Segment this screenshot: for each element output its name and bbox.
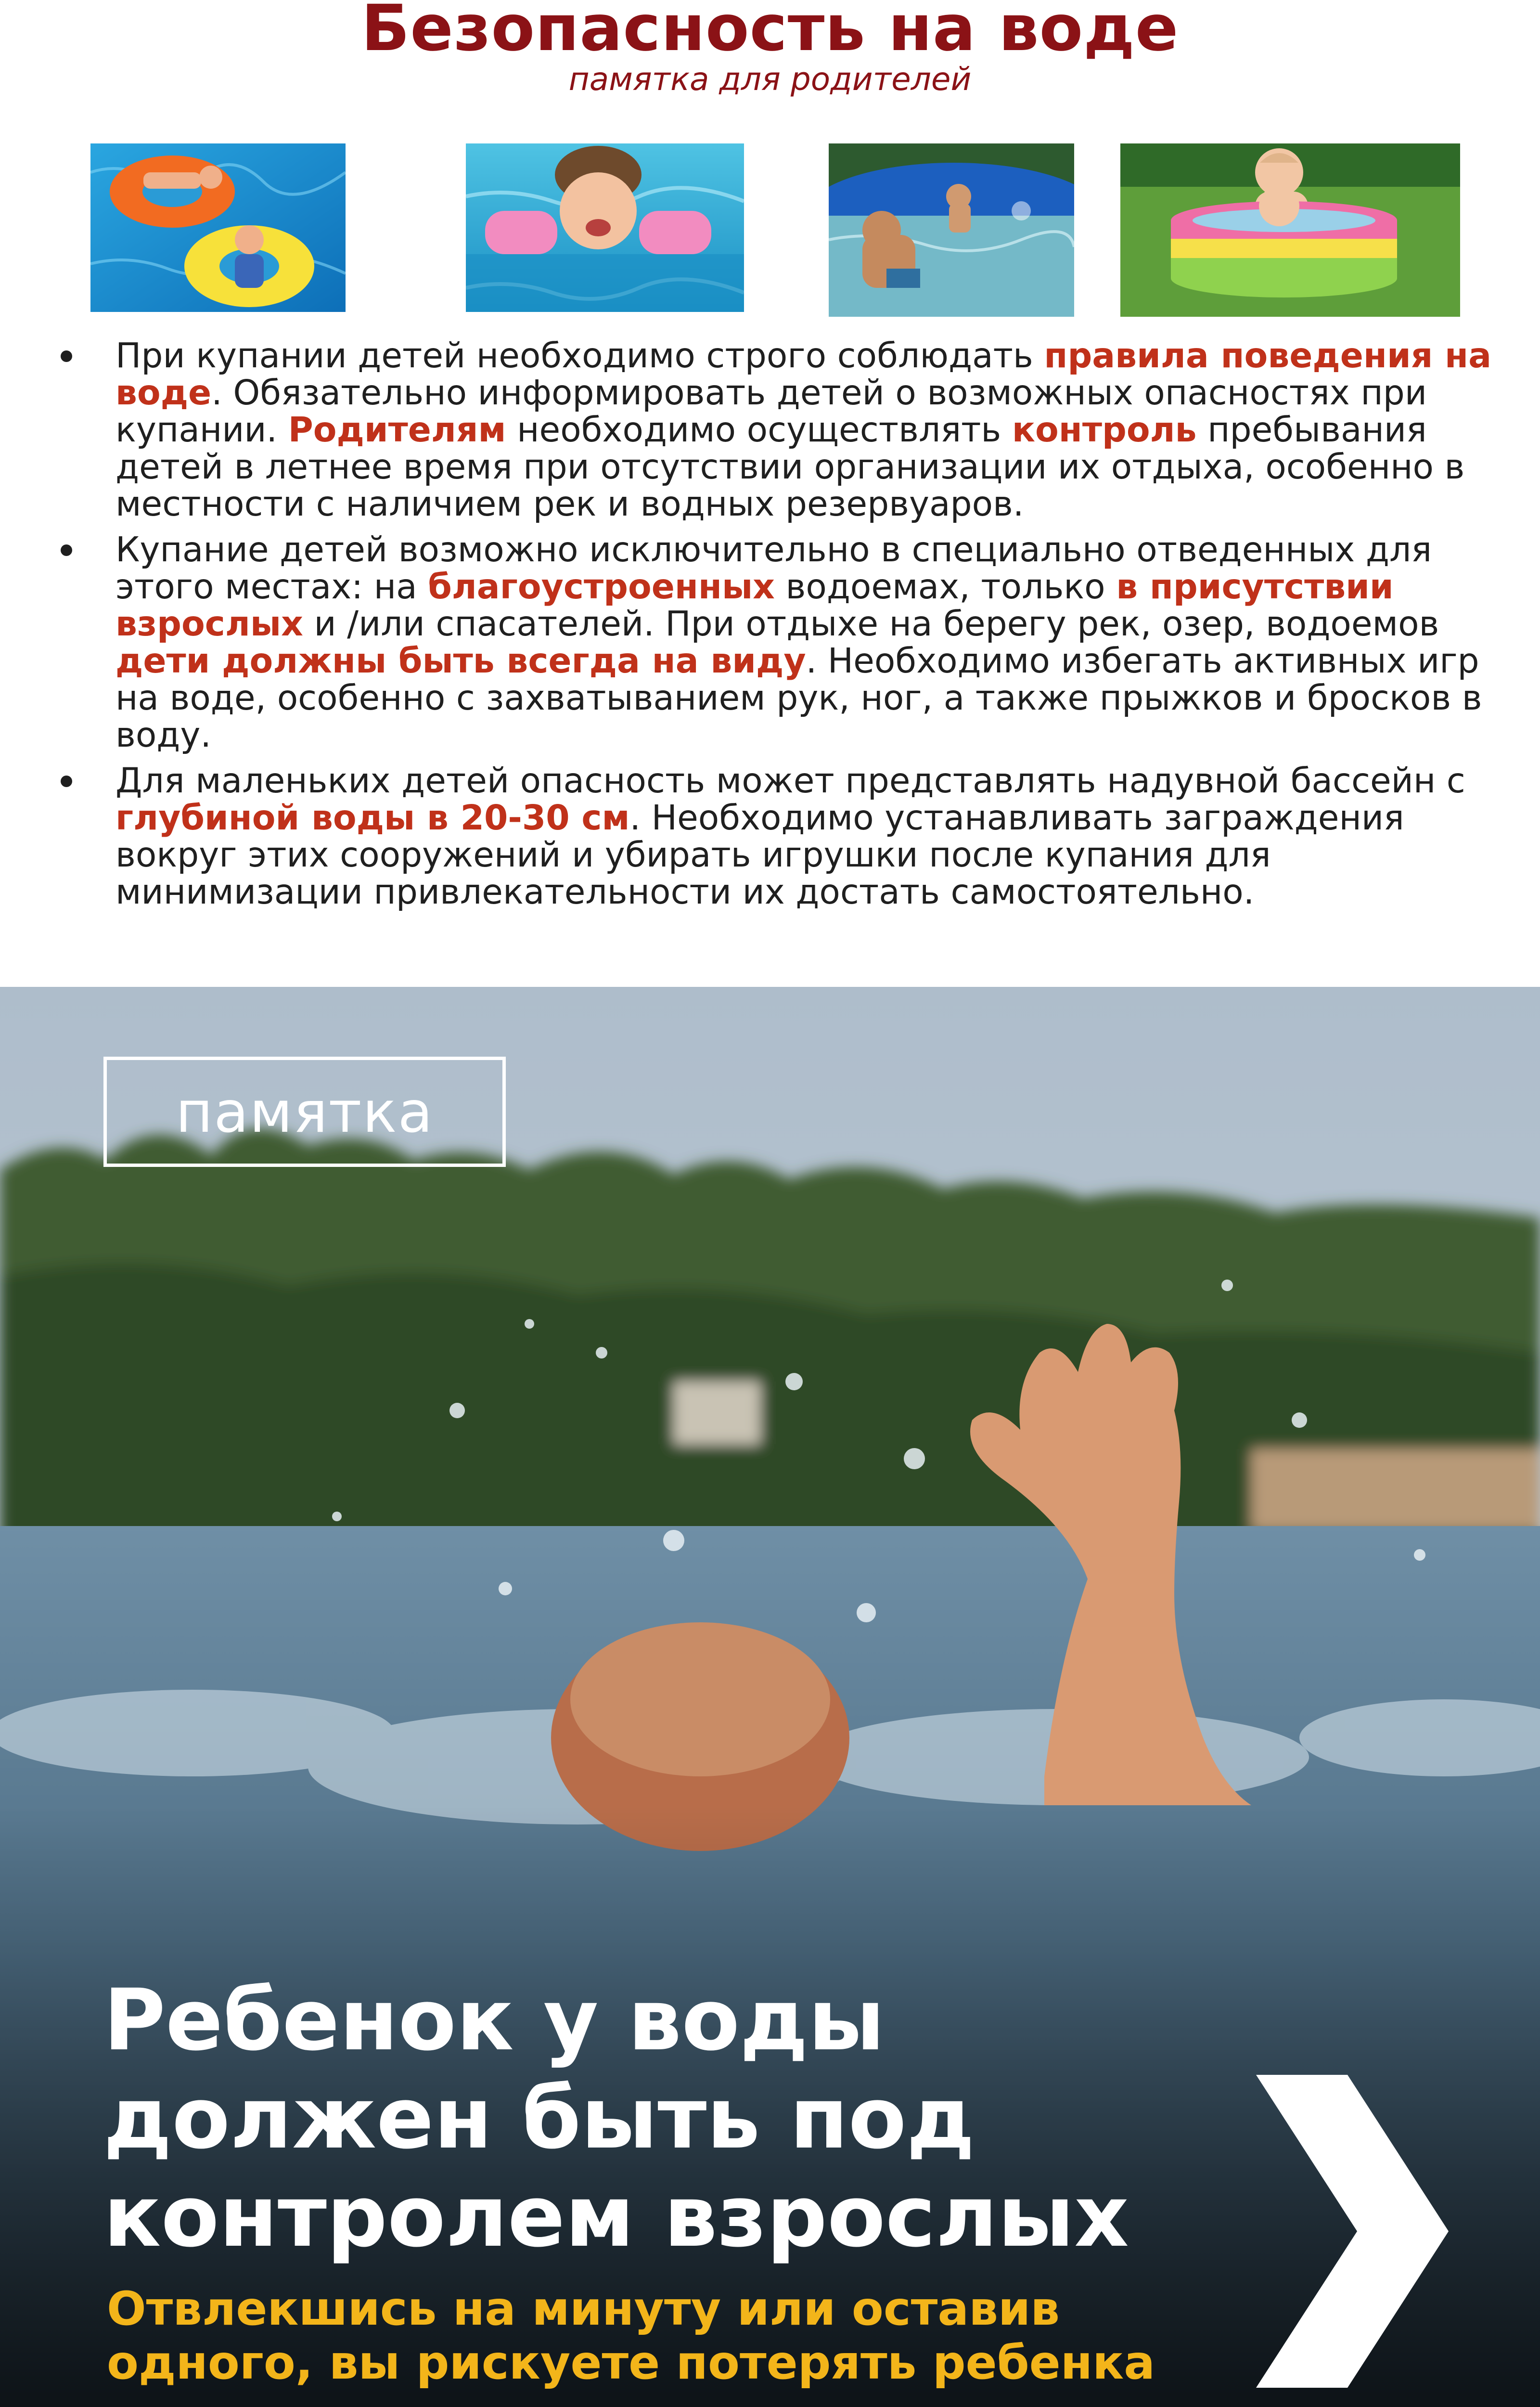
bullet-icon [61, 776, 72, 787]
bullet-icon [61, 350, 72, 362]
baby-in-inflatable-pool-photo [1120, 143, 1460, 317]
headline-line: должен быть под [103, 2069, 975, 2168]
safety-rules-list [54, 337, 1493, 919]
chevron-right-icon [1237, 2075, 1453, 2388]
warning-line: Отвлекшись на минуту или оставив [107, 2282, 1060, 2336]
headline-line: контролем взрослых [103, 2167, 1129, 2266]
bullet-icon [61, 544, 72, 556]
rule-text: Для маленьких детей опасность может представлять надувной бассейн с глубиной воды в 20-30 см. Необходимо устанавливать заграждения вокруг этих сооружений и убирать игрушки после купания для минимизации привлекательности их достать самостоятельно. [116, 761, 1465, 912]
list-item [54, 762, 1493, 910]
list-item [54, 337, 1493, 522]
children-in-pool-photo [829, 143, 1074, 317]
children-on-swim-rings-photo [90, 143, 346, 312]
warning-text [107, 2282, 1310, 2390]
leaflet-top [0, 0, 1540, 987]
rule-text: Купание детей возможно исключительно в специально отведенных для этого местах: на благоустроенных водоемах, только в присутствии взрослых и /или спасателей. При отдыхе на берегу рек, озер, водоемов дети должны быть всегда на виду. Необходимо избегать активных игр на воде, особенно с захватыванием рук, ног, а также прыжков и бросков в воду. [116, 530, 1482, 755]
warning-line: одного, вы рискуете потерять ребенка [107, 2336, 1155, 2390]
headline-line: Ребенок у воды [103, 1971, 885, 2070]
list-item [54, 531, 1493, 753]
child-with-armbands-photo [466, 143, 744, 312]
poster-headline [103, 1971, 1210, 2266]
page-subtitle: памятка для родителей [568, 61, 972, 98]
page-title: Безопасность на воде [361, 0, 1179, 65]
memo-tag: памятка [103, 1057, 506, 1167]
rule-text: При купании детей необходимо строго соблюдать правила поведения на воде. Обязательно информировать детей о возможных опасностях при купании. Родителям необходимо осуществлять контроль пребывания детей в летнее время при отсутствии организации их отдыха, особенно в местности с наличием рек и водных резервуаров. [116, 336, 1491, 524]
